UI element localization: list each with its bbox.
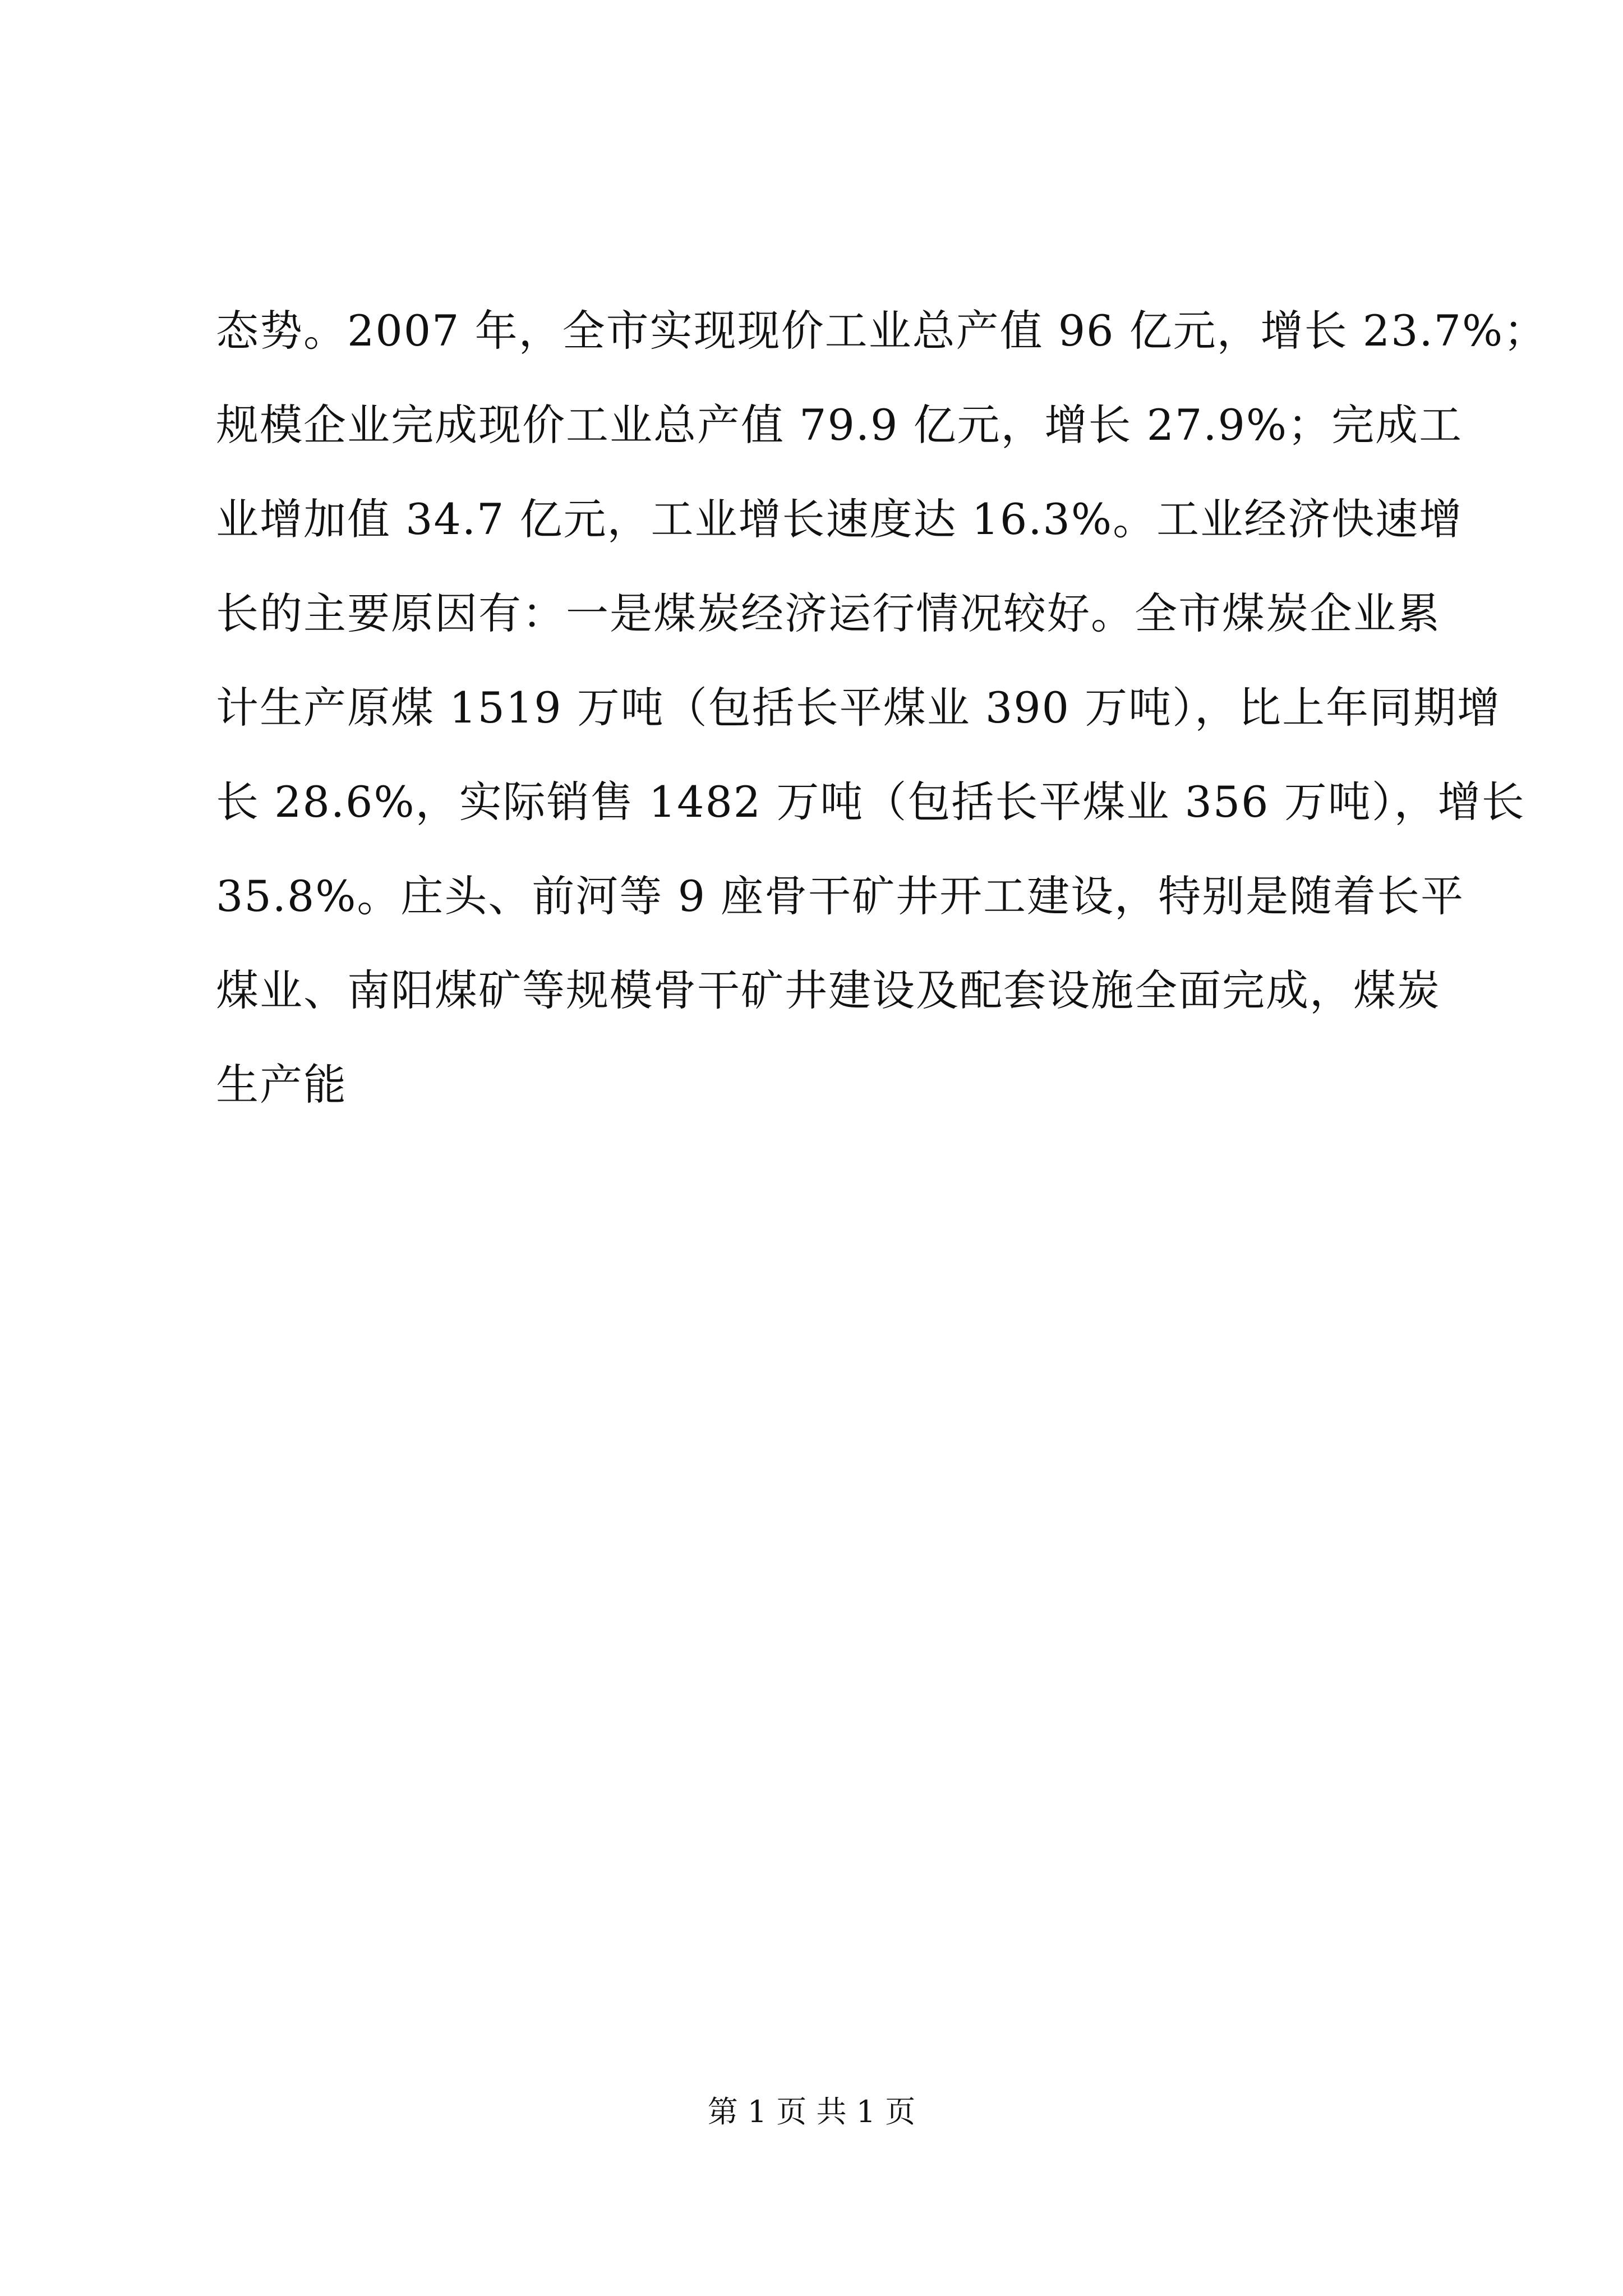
text-line: 规模企业完成现价工业总产值 79.9 亿元，增长 27.9%；完成工 (216, 400, 1463, 450)
text-line: 生产能 (216, 1060, 347, 1110)
text-line: 态势。2007 年，全市实现现价工业总产值 96 亿元，增长 23.7%； (216, 306, 1548, 356)
page-number-footer: 第 1 页 共 1 页 (707, 2094, 916, 2129)
text-line: 35.8%。庄头、前河等 9 座骨干矿井开工建设，特别是随着长平 (216, 871, 1465, 921)
text-line: 业增加值 34.7 亿元，工业增长速度达 16.3%。工业经济快速增 (216, 494, 1463, 544)
text-line: 长 28.6%，实际销售 1482 万吨（包括长平煤业 356 万吨），增长 (216, 777, 1525, 827)
text-line: 煤业、南阳煤矿等规模骨干矿井建设及配套设施全面完成，煤炭 (216, 965, 1441, 1015)
text-line: 长的主要原因有：一是煤炭经济运行情况较好。全市煤炭企业累 (216, 588, 1441, 638)
text-line: 计生产原煤 1519 万吨（包括长平煤业 390 万吨），比上年同期增 (216, 683, 1501, 733)
